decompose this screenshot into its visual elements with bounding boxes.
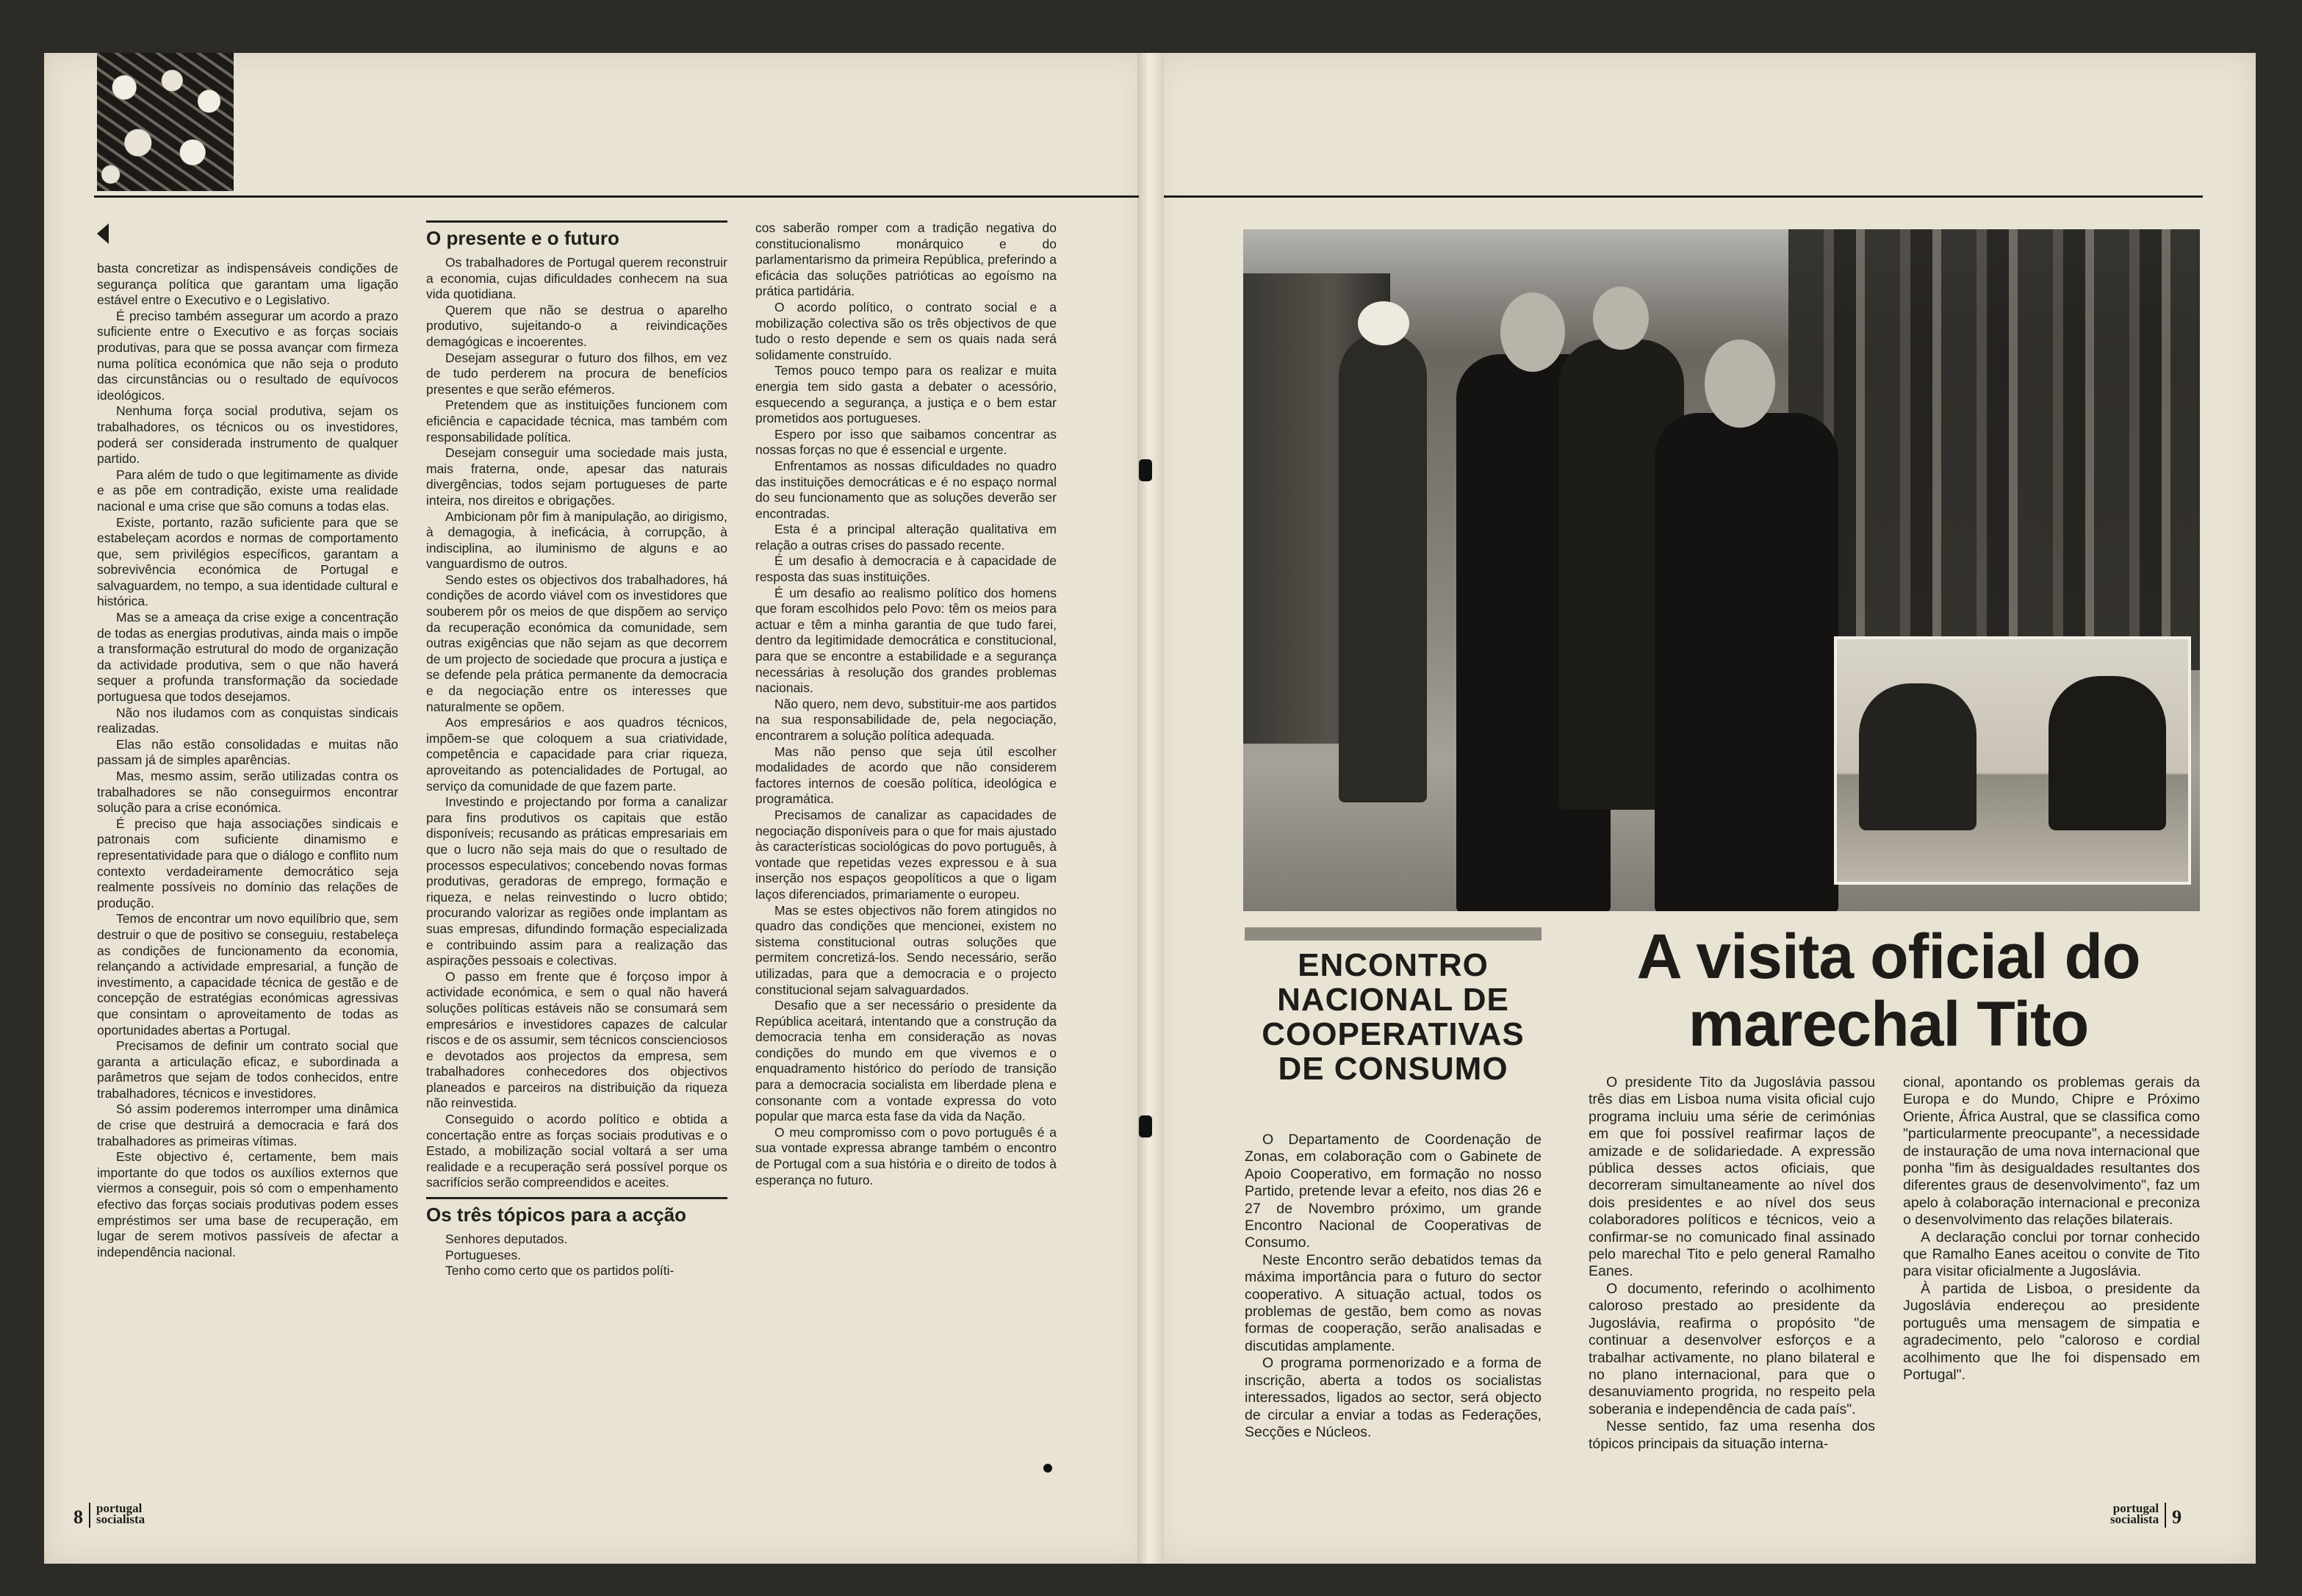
enc-title-bar xyxy=(1245,927,1542,941)
left-column-2 xyxy=(426,220,727,1484)
paragraph: Temos pouco tempo para os realizar e muita energia tem sido gasta a debater o acessório, esquecendo a segurança, a justiça e o bem estar prometidos aos portugueses. xyxy=(755,363,1057,426)
paragraph: Este objectivo é, certamente, bem mais importante do que todos os auxílios externos que viermos a conseguir, pois só com o empenhamento efectivo das forças sociais produtivas podem esses empréstimos ser uma base de recuperação, em lugar de serem motivos passíveis de afectar a independência nacional. xyxy=(97,1149,398,1259)
paragraph: Aos empresários e aos quadros técnicos, impõem-se que coloquem a sua criatividade, competência e capacidade para criar riqueza, aproveitando as potencialidades de Portugal, ao serviço da comunidade de que fazem parte. xyxy=(426,715,727,794)
paragraph: Senhores deputados. xyxy=(445,1232,568,1247)
paragraph: basta concretizar as indispensáveis condições de segurança política que garantam uma ligação estável entre o Executivo e o Legislativo. xyxy=(97,261,398,308)
paragraph: O programa pormenorizado e a forma de inscrição, aberta a todos os socialistas interessados, ligados ao sector, será objecto de circular a enviar a todas as Federações, Secções e Núcleos. xyxy=(1245,1355,1542,1440)
end-mark-icon xyxy=(1043,1464,1052,1473)
masthead-right: portugal socialista xyxy=(2110,1501,2159,1526)
paragraph: O presidente Tito da Jugoslávia passou três dias em Lisboa numa visita oficial cujo programa incluiu uma série de cerimónias em que foi possível reafirmar laços de amizade e de solidariedade. A expressão pública desses actos oficiais, que decorreram simultaneamente ao nível dos dois presidentes e ao nível dos seus colaboradores políticos e técnicos, veio a confirmar-se no comunicado final assinado pelo marechal Tito e pelo general Ramalho Eanes. xyxy=(1589,1074,1875,1280)
header-rule-left xyxy=(94,195,1139,198)
right-footer xyxy=(2110,1503,2181,1528)
paragraph: cional, apontando os problemas gerais da Europa e do Mundo, Chipre e Próximo Oriente, África Austral, que se classifica como "particularmente preocupante", a necessidade de instauração de uma nova internacional que ponha "fim às desigualdades resultantes dos diferentes graus de desenvolvimento", faz um apelo à colaboração internacional e preconiza o desenvolvimento das relações bilaterais. xyxy=(1903,1074,2200,1229)
paragraph: Espero por isso que saibamos concentrar as nossas forças no que é essencial e urgente. xyxy=(755,426,1057,458)
paragraph: O acordo político, o contrato social e a mobilização colectiva são os três objectivos de que tudo o resto depende e sem os quais nada será solidamente construído. xyxy=(755,299,1057,362)
page-number-left: 8 xyxy=(73,1506,83,1528)
paragraph: Desejam assegurar o futuro dos filhos, em vez de tudo perderem na procura de benefícios presentes e que serão efémeros. xyxy=(426,350,727,397)
paragraph: Os trabalhadores de Portugal querem reconstruir a economia, cujas dificuldades conhecem na sua vida quotidiana. xyxy=(426,255,727,302)
paragraph: Pretendem que as instituições funcionem com eficiência e capacidade técnica, mas também com responsabilidade política. xyxy=(426,398,727,445)
paragraph: Só assim poderemos interromper uma dinâmica de crise que destruirá a democracia e fará dos trabalhadores as primeiras vítimas. xyxy=(97,1101,398,1149)
paragraph: Mas não penso que seja útil escolher modalidades de acordo que não considerem factores internos de coesão política, ideológica e programática. xyxy=(755,744,1057,807)
tito-headline: A visita oficial do marechal Tito xyxy=(1636,921,2140,1060)
paragraph: Neste Encontro serão debatidos temas da máxima importância para o futuro do sector cooperativo. A situação actual, todos os problemas de gestão, bem como as novas formas de cooperação, serão analisadas e discutidas amplamente. xyxy=(1245,1251,1542,1354)
paragraph: É um desafio ao realismo político dos homens que foram escolhidos pelo Povo: têm os meios para actuar e têm a minha garantia de que tudo farei, dentro da legitimidade democrática e constitucional, para que se encontre a estabilidade e a segurança necessárias à resolução dos grandes problemas nacionais. xyxy=(755,585,1057,696)
left-column-1 xyxy=(97,261,398,1481)
paragraph: Ambicionam pôr fim à manipulação, ao dirigismo, à demagogia, à ineficácia, à corrupção, à indisciplina, ao iluminismo de alguns e ao vanguardismo de outros. xyxy=(426,508,727,572)
paragraph: É um desafio à democracia e à capacidade de resposta das suas instituições. xyxy=(755,553,1057,585)
paragraph: O passo em frente que é forçoso impor à actividade económica, e sem o qual não haverá soluções políticas estáveis não se consumará sem empresários e investidores capazes de calcular riscos e de os assumir, sem técnicos conscienciosos e devotados aos projectos da empresa, sem trabalhadores conhecedores dos objectivos planeados e parceiros na distribuição da riqueza não reinvestida. xyxy=(426,968,727,1111)
paragraph: cos saberão romper com a tradição negativa do constitucionalismo monárquico e do parlamentarismo da primeira República, preferindo a eficácia das soluções patrióticas ao egoísmo na prática partidária. xyxy=(755,220,1057,299)
paragraph: Não nos iludamos com as conquistas sindicais realizadas. xyxy=(97,705,398,736)
paragraph: Mas, mesmo assim, serão utilizadas contra os trabalhadores se não conseguirmos encontrar solução para a crise económica. xyxy=(97,769,398,816)
paragraph: Nenhuma força social produtiva, sejam os trabalhadores, os técnicos ou os investidores, poderá ser considerada instrumento de qualquer partido. xyxy=(97,403,398,467)
section-heading-topicos: Os três tópicos para a acção xyxy=(426,1197,727,1224)
paragraph: Para além de tudo o que legitimamente as divide e as põe em contradição, existe uma realidade nacional e uma crise que são comuns a todas elas. xyxy=(97,467,398,514)
paragraph: É preciso também assegurar um acordo a prazo suficiente entre o Executivo e as forças sociais produtivas, para que se possa avançar com firmeza numa política económica que não seja o produto das circunstâncias ou o resultado de equívocos ideológicos. xyxy=(97,308,398,403)
page-number-right: 9 xyxy=(2172,1506,2182,1528)
paragraph: O documento, referindo o acolhimento caloroso prestado ao presidente da Jugoslávia, reafirma o propósito "de continuar a desenvolver esforços e a trabalhar activamente, no plano bilateral e no plano internacional, para que o desanuviamento progrida, no respeito pela soberania e independência de cada país". xyxy=(1589,1280,1875,1417)
paragraph: Temos de encontrar um novo equilíbrio que, sem destruir o que de positivo se conseguiu, restabeleça as condições de funcionamento da economia, relançando a actividade empresarial, a função de investimento, a capacidade técnica de gestão e de concepção de estratégias económicas agressivas que consintam o aproveitamento de todas as oportunidades abertas a Portugal. xyxy=(97,911,398,1038)
paragraph: À partida de Lisboa, o presidente da Jugoslávia endereçou ao presidente português uma mensagem de simpatia e agradecimento, pelo "caloroso e cordial acolhimento que lhe foi dispensado em Portugal". xyxy=(1903,1280,2200,1383)
paragraph: Precisamos de canalizar as capacidades de negociação disponíveis para o que for mais ajustado às características sociológicas do povo português, à vontade que repetidas vezes expressou e à sua inserção nos espaços geopolíticos a que o ligam laços diferenciados, primariamente o europeu. xyxy=(755,807,1057,902)
paragraph: Portugueses. xyxy=(445,1247,522,1262)
paragraph: A declaração conclui por tornar conhecido que Ramalho Eanes aceitou o convite de Tito para visitar oficialmente a Jugoslávia. xyxy=(1903,1229,2200,1280)
paragraph: Querem que não se destrua o aparelho produtivo, sujeitando-o a reivindicações demagógicas e incoerentes. xyxy=(426,302,727,349)
paragraph: Mas se estes objectivos não forem atingidos no quadro das condições que mencionei, existem no sistema constitucional outras soluções que permitem concretizá-los. Sendo necessário, serão utilizadas, para que a democracia e o projecto constitucional sejam salvaguardados. xyxy=(755,902,1057,997)
paragraph: Desejam conseguir uma sociedade mais justa, mais fraterna, onde, apesar das naturais divergências, todos sejam portugueses de parte inteira, nos direitos e obrigações. xyxy=(426,445,727,508)
enc-column xyxy=(1245,1132,1542,1492)
paragraph: Precisamos de definir um contrato social que garanta a articulação eficaz, e subordinada a parâmetros que sejam de todos conhecidos, entre trabalhadores, técnicos e investidores. xyxy=(97,1038,398,1101)
tito-column-1 xyxy=(1589,1074,1875,1486)
paragraph: Existe, portanto, razão suficiente para que se estabeleçam acordos e normas de comportamento que, sem privilégios específicos, garantam a sobrevivência económica de Portugal e salvaguardem, no tempo, a sua identidade cultural e histórica. xyxy=(97,514,398,609)
paragraph: Desafio que a ser necessário o presidente da República aceitará, intentando que a construção da democracia tenha em consideração as novas condições do mundo em que vivemos e o enquadramento histórico do período de transição para a democracia socialista em liberdade plena e consonante com a vontade expressa do voto popular que marca esta fase da vida da Nação. xyxy=(755,998,1057,1124)
tito-visit-photo xyxy=(1243,229,2200,911)
section-heading-presente: O presente e o futuro xyxy=(426,220,727,248)
paragraph: Elas não estão consolidadas e muitas não passam já de simples aparências. xyxy=(97,736,398,768)
paragraph: O meu compromisso com o povo português é a sua vontade expressa abrange também o encontro de Portugal com a sua história e o direito de todos à esperança no futuro. xyxy=(755,1124,1057,1187)
tito-column-2 xyxy=(1903,1074,2200,1486)
left-column-3 xyxy=(755,220,1057,1433)
paragraph: É preciso que haja associações sindicais e patronais com suficiente dinamismo e representatividade para que o diálogo e conflito num contexto verdadeiramente democrático seja realmente possíveis no domínio das relações de produção. xyxy=(97,816,398,910)
paragraph: Enfrentamos as nossas dificuldades no quadro das instituições democráticas e é no espaço normal do seu funcionamento que as soluções deverão ser encontradas. xyxy=(755,458,1057,521)
paragraph: Investindo e projectando por forma a canalizar para fins produtivos os capitais que estão disponíveis; recusando as práticas empresariais em que o lucro não seja mais do que o resultado de processos especulativos; concebendo novas formas produtivas, geradoras de emprego, formação e riqueza, e nelas reinvestindo o lucro obtido; procurando valorizar as regiões onde implantam as suas empresas, difundindo formação especializada e contribuindo assim para a realização das aspirações pessoais e colectivas. xyxy=(426,794,727,968)
masthead-left: portugal socialista xyxy=(96,1501,145,1526)
enc-headline: ENCONTRO NACIONAL DE COOPERATIVAS DE CONSUMO xyxy=(1262,947,1525,1087)
binding-spine xyxy=(1137,53,1164,1564)
paragraph: Tenho como certo que os partidos políti- xyxy=(445,1263,675,1279)
staple-bottom xyxy=(1139,1115,1152,1137)
inset-photo-meeting xyxy=(1834,636,2191,885)
continued-arrow-icon xyxy=(97,223,109,244)
header-rule-right xyxy=(1164,195,2203,198)
header-photo-collage xyxy=(97,53,234,191)
paragraph: O Departamento de Coordenação de Zonas, em colaboração com o Gabinete de Apoio Cooperativo, em formação no nosso Partido, pretende levar a efeito, nos dias 26 e 27 de Novembro próximo, um grande Encontro Nacional de Cooperativas de Consumo. xyxy=(1245,1132,1542,1251)
paragraph: Não quero, nem devo, substituir-me aos partidos na sua responsabilidade de, pela negociação, encontrarem a solução política adequada. xyxy=(755,696,1057,743)
staple-top xyxy=(1139,459,1152,481)
left-footer xyxy=(73,1503,145,1528)
paragraph: Esta é a principal alteração qualitativa em relação a outras crises do passado recente. xyxy=(755,522,1057,553)
paragraph: Mas se a ameaça da crise exige a concentração de todas as energias produtivas, ainda mais o impõe a transformação estrutural do modo de organização da actividade produtiva, sem o que não haverá sequer a profunda transformação da sociedade portuguesa que todos desejamos. xyxy=(97,610,398,705)
paragraph: Conseguido o acordo político e obtida a concertação entre as forças sociais produtivas e o Estado, a mobilização social voltará a ser uma realidade e a recuperação será possível porque os sacrifícios serão compreendidos e aceites. xyxy=(426,1112,727,1190)
paragraph: Nesse sentido, faz uma resenha dos tópicos principais da situação interna- xyxy=(1589,1418,1875,1452)
paragraph: Sendo estes os objectivos dos trabalhadores, há condições de acordo viável com os investidores que souberem pôr os meios de que dispõem ao serviço da recuperação económica da comunidade, sem outras exigências que não sejam as que decorrem de um projecto de sociedade que procura a justiça e se defende pela prática permanente da democracia e da negociação entre os interesses que naturalmente se opõem. xyxy=(426,572,727,714)
